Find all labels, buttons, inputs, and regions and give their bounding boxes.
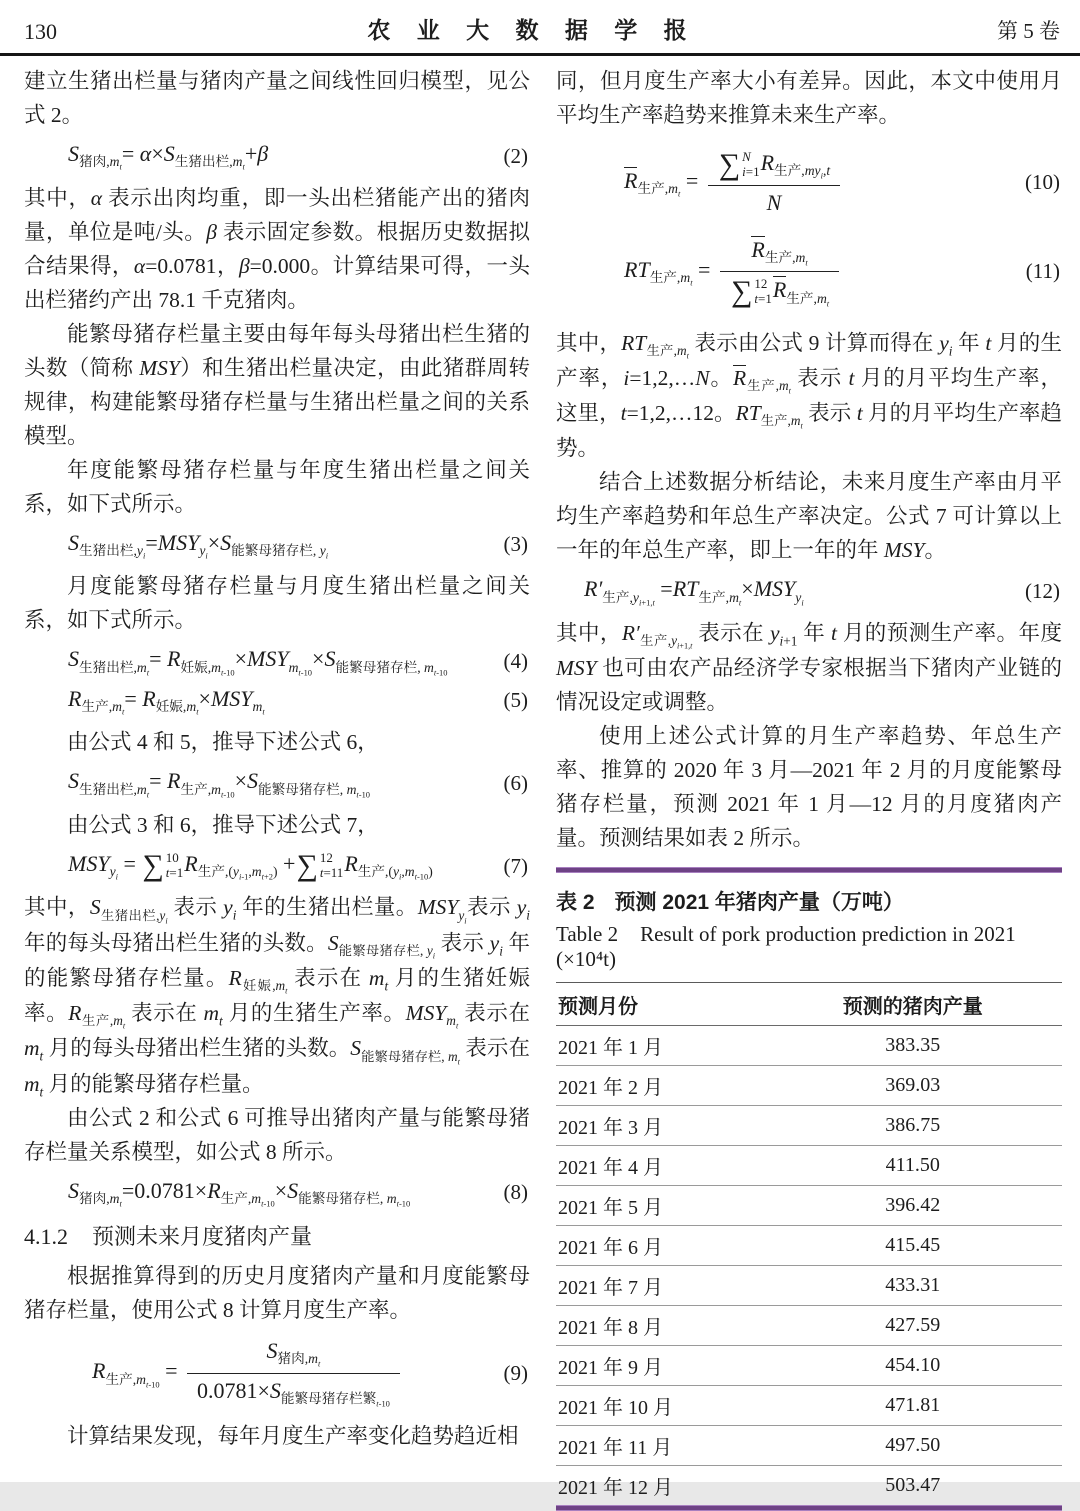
month-cell: 2021 年 6 月	[556, 1226, 763, 1266]
month-cell: 2021 年 7 月	[556, 1266, 763, 1306]
prediction-table	[556, 982, 1062, 1505]
month-cell: 2021 年 8 月	[556, 1306, 763, 1346]
equation-11	[556, 234, 1062, 310]
body-paragraph: 同，但月度生产率大小有差异。因此，本文中使用月平均生产率趋势来推算未来生产率。	[556, 69, 1062, 127]
value-cell: 396.42	[763, 1186, 1062, 1226]
table-row	[556, 1426, 1062, 1466]
journal-title: 农 业 大 数 据 学 报	[367, 17, 697, 43]
equation-number: (7)	[503, 853, 528, 878]
value-cell: 471.81	[763, 1386, 1062, 1426]
body-paragraph: 由公式 4 和 5，推导下述公式 6，	[67, 730, 379, 755]
equation-5	[24, 686, 530, 717]
month-cell: 2021 年 12 月	[556, 1466, 763, 1506]
body-paragraph: 根据推算得到的历史月度猪肉产量和月度能繁母猪存栏量，使用公式 8 计算月度生产率。	[24, 1264, 530, 1323]
table-caption-cn-text: 预测 2021 年猪肉产量（万吨）	[614, 891, 904, 915]
table-row	[556, 1226, 1062, 1266]
right-column	[556, 64, 1062, 1511]
equation-6	[24, 768, 530, 799]
equation-10	[556, 148, 1062, 218]
equation-7	[24, 848, 530, 882]
month-cell: 2021 年 11 月	[556, 1426, 763, 1466]
month-cell: 2021 年 10 月	[556, 1386, 763, 1426]
equation-number: (6)	[503, 771, 528, 796]
equation-2	[24, 141, 530, 172]
equation-body: $R'_{生产,y_{i+1,t}} =RT_{生产,m_t}\times MSY_{y_i}$	[584, 576, 804, 608]
month-cell: 2021 年 2 月	[556, 1066, 763, 1106]
table-header-row	[556, 983, 1062, 1026]
value-cell: 383.35	[885, 1034, 941, 1057]
left-column	[24, 64, 530, 1511]
equation-3	[24, 530, 530, 561]
month-cell: 2021 年 4 月	[556, 1146, 763, 1186]
equation-number: (12)	[1025, 579, 1060, 604]
equation-body: $S_{猪肉,m_t}= \alpha\times S_{生猪出栏,m_t}+\beta$	[68, 141, 269, 173]
body-paragraph: 由公式 3 和 6，推导下述公式 7，	[67, 812, 379, 837]
column-header-value: 预测的猪肉产量	[763, 983, 1062, 1026]
table-row	[556, 1266, 1062, 1306]
two-column-body	[0, 56, 1080, 1511]
equation-4	[24, 646, 530, 677]
equation-number: (9)	[503, 1360, 528, 1385]
month-cell: 2021 年 9 月	[556, 1346, 763, 1386]
body-paragraph: 能繁母猪存栏量主要由每年每头母猪出栏生猪的头数（简称 MSY）和生猪出栏量决定，由此猪群周转规律，构建能繁母猪存栏量与生猪出栏量之间的关系模型。	[24, 321, 530, 448]
value-cell: 386.75	[763, 1106, 1062, 1146]
table-row	[556, 1066, 1062, 1106]
equation-12	[556, 576, 1062, 607]
equation-number: (2)	[503, 143, 528, 168]
value-cell: 369.03	[763, 1066, 1062, 1106]
equation-body: $RT_{生产,m_t}$ = $R_{生产,m_t}$ ∑ 12 t=1 $R_{生产,m_t}$	[556, 234, 843, 310]
body-paragraph: 月度能繁母猪存栏量与月度生猪出栏量之间关系，如下式所示。	[24, 574, 530, 633]
equation-body: $S_{生猪出栏,y_i}=MSY_{y_i}\times S_{能繁母猪存栏, y_i}$	[68, 529, 329, 561]
table-row	[556, 1386, 1062, 1426]
section-number: 4.1.2	[24, 1224, 68, 1250]
table-row	[556, 1146, 1062, 1186]
column-header-month: 预测月份	[556, 983, 763, 1026]
table-caption-en-label: Table 2	[556, 922, 619, 947]
body-paragraph: 由公式 2 和公式 6 可推导出猪肉产量与能繁母猪存栏量关系模型，如公式 8 所示。	[24, 1105, 530, 1164]
page-number: 130	[24, 19, 57, 44]
table-caption-en-text: Result of pork production prediction in 2021 (×10⁴t)	[556, 922, 1016, 972]
value-cell: 427.59	[763, 1306, 1062, 1346]
table-row	[556, 1466, 1062, 1506]
body-paragraph: 建立生猪出栏量与猪肉产量之间线性回归模型，见公式 2。	[24, 69, 530, 127]
value-cell: 497.50	[763, 1426, 1062, 1466]
equation-number: (3)	[503, 532, 528, 557]
table-row	[556, 1186, 1062, 1226]
table-top-accent-bar	[556, 867, 1062, 873]
equation-body: $R_{生产,m_{t-10}}$ = $\frac{S_{猪肉,m_t}}{0.0781\times S_{能繁母猪存栏繁_{t-10}}}$	[24, 1336, 404, 1410]
body-paragraph: 其中，α 表示出肉均重，即一头出栏猪能产出的猪肉量，单位是吨/头。β 表示固定参数。根据历史数据拟合结果得，α=0.0781，β=0.000。计算结果可得，一头出栏猪约产出 78.1 千克猪肉。	[24, 185, 530, 312]
equation-number: (8)	[503, 1180, 528, 1205]
body-paragraph: 其中，$S_{生猪出栏,y_i}$ 表示 $y_i$ 年的生猪出栏量。$MSY_{y_i}$表示 $y_i$ 年的每头母猪出栏生猪的头数。$S_{能繁母猪存栏, y_i}$ 表示 $y_i$ 年的能繁母猪存栏量。$R_{妊娠,m_t}$ 表示在 $m_t$ 月的生猪妊娠率。$R_{生产,m_t}$ 表示在 $m_t$ 月的生猪生产率。$MSY_{m_t}$ 表示在 $m_t$ 月的每头母猪出栏生猪的头数。$S_{能繁母猪存栏, m_t}$ 表示在 $m_t$ 月的能繁母猪存栏量。	[24, 895, 530, 1099]
table-caption-en	[556, 922, 1062, 972]
month-cell: 2021 年 3 月	[556, 1106, 763, 1146]
equation-8	[24, 1178, 530, 1209]
equation-number: (10)	[1025, 170, 1060, 195]
equation-body: $S_{生猪出栏,m_t}= R_{生产,m_{t-10}}\times S_{能繁母猪存栏, m_{t-10}}$	[68, 768, 371, 800]
equation-body: $S_{生猪出栏,m_t}= R_{妊娠,m_{t-10}}\times MSY_{m_{t-10}}\times S_{能繁母猪存栏, m_{t-10}}$	[68, 646, 448, 678]
table-bottom-accent-bar	[556, 1505, 1062, 1511]
volume-label: 第 5 卷	[997, 19, 1060, 43]
equation-number: (11)	[1025, 259, 1060, 284]
table-row	[556, 1026, 1062, 1066]
section-heading-4-1-2	[24, 1220, 530, 1251]
value-cell: 415.45	[763, 1226, 1062, 1266]
month-cell: 2021 年 5 月	[556, 1186, 763, 1226]
table-caption-cn-label: 表 2	[556, 891, 595, 915]
equation-body: $MSY_{y_i}$ = ∑ 10 t=1 $R_{生产,(y_{i-1},m_{t+2})}$ + ∑ 12 t=11 $R_{生产,(y_i,m_{t-10})}$	[68, 848, 433, 882]
equation-body: $R_{生产,m_t}$ = ∑ N i=1 $R_{生产,my_i,t}$ N	[556, 148, 844, 218]
value-cell: 411.50	[763, 1146, 1062, 1186]
body-paragraph: 结合上述数据分析结论，未来月度生产率由月平均生产率趋势和年总生产率决定。公式 7 可计算以上一年的年总生产率，即上一年的年 MSY。	[556, 470, 1062, 563]
equation-body: $R_{生产,m_t}= R_{妊娠,m_t}\times MSY_{m_t}$	[68, 685, 265, 717]
body-paragraph: 计算结果发现，每年月度生产率变化趋势趋近相	[67, 1424, 519, 1449]
table-row	[556, 1306, 1062, 1346]
body-paragraph: 使用上述公式计算的月生产率趋势、年总生产率、推算的 2020 年 3 月—2021 年 2 月的月度能繁母猪存栏量，预测 2021 年 1 月—12 月的月度猪肉产量。预测结果如表 2 所示。	[556, 724, 1062, 851]
section-title: 预测未来月度猪肉产量	[92, 1224, 313, 1250]
table-caption-cn	[556, 886, 1062, 916]
month-cell: 2021 年 1 月	[558, 1037, 663, 1060]
body-paragraph: 年度能繁母猪存栏量与年度生猪出栏量之间关系，如下式所示。	[24, 457, 530, 516]
equation-number: (5)	[503, 688, 528, 713]
equation-9	[24, 1336, 530, 1410]
table-2-block	[556, 867, 1062, 1511]
value-cell: 433.31	[763, 1266, 1062, 1306]
value-cell: 454.10	[763, 1346, 1062, 1386]
table-row	[556, 1346, 1062, 1386]
body-paragraph: 其中，$RT_{生产,m_t}$ 表示由公式 9 计算而得在 $y_i$ 年 t 月的生产率，i=1,2,…N。$R_{生产,m_t}$ 表示 t 月的月平均生产率，这里，t=1,2,…12。$RT_{生产,m_t}$ 表示 t 月的月平均生产率趋势。	[556, 330, 1062, 461]
body-paragraph: 其中，$R'_{生产,y_{i+1,t}}$ 表示在 $y_{i+1}$ 年 t 月的预测生产率。年度 MSY 也可由农产品经济学专家根据当下猪肉产业链的情况设定或调整。	[556, 620, 1062, 715]
equation-body: $S_{猪肉,m_t}=0.0781\times R_{生产,m_{t-10}}\times S_{能繁母猪存栏, m_{t-10}}$	[68, 1177, 411, 1209]
value-cell: 503.47	[763, 1466, 1062, 1506]
table-row	[556, 1106, 1062, 1146]
running-head	[0, 0, 1080, 56]
equation-number: (4)	[503, 648, 528, 673]
